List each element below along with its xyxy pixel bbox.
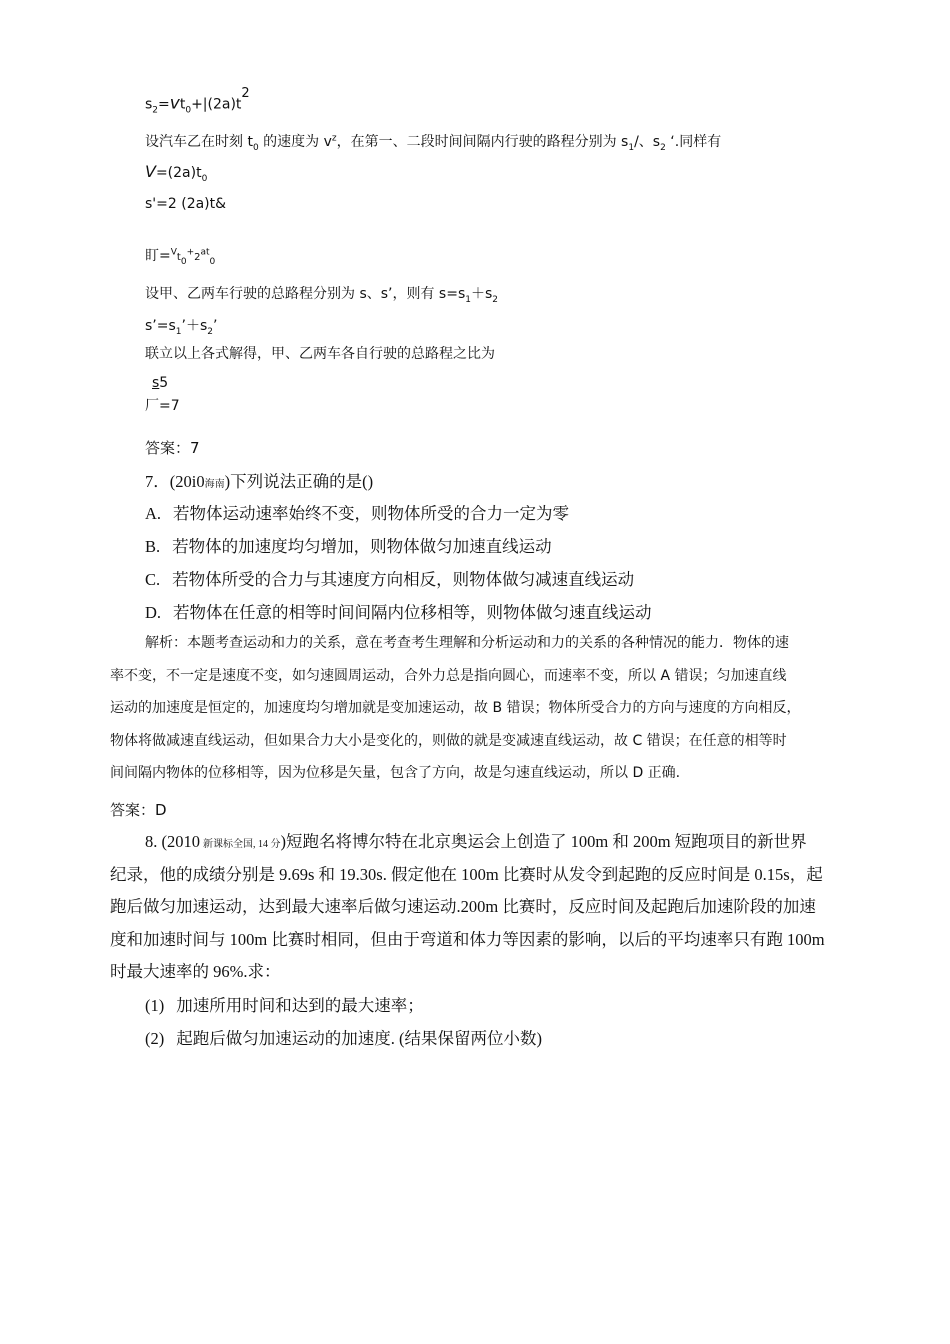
derivation-line-2 bbox=[145, 131, 721, 153]
option-letter: A. bbox=[145, 504, 162, 523]
option-text: 若物体在任意的相等时间间隔内位移相等，则物体做匀速直线运动 bbox=[173, 603, 652, 622]
q7-analysis-line-2: 率不变，不一定是速度不变，如匀速圆周运动，合外力总是指向圆心，而速率不变，所以 A 错误；匀加速直线 bbox=[110, 668, 787, 684]
sub: 0 bbox=[201, 173, 208, 184]
eq-text: +|(2a)t bbox=[191, 96, 242, 113]
text: ＋s bbox=[471, 286, 493, 302]
source-tag: 新课标全国, 14 分 bbox=[203, 839, 281, 850]
sup: at bbox=[200, 247, 210, 258]
sub: 1 bbox=[628, 142, 635, 153]
equation-s2 bbox=[145, 86, 250, 116]
subquestion-text: 起跑后做匀加速运动的加速度. (结果保留两位小数) bbox=[176, 1029, 542, 1048]
derivation-line-4: s'=2 (2a)t& bbox=[145, 196, 227, 212]
sub: 2 bbox=[492, 294, 499, 305]
var: V bbox=[145, 162, 156, 181]
derivation-line-3 bbox=[145, 162, 207, 184]
text: 2 bbox=[194, 252, 201, 263]
sub: 0 bbox=[180, 256, 187, 267]
derivation-line-8: 联立以上各式解得，甲、乙两车各自行驶的总路程之比为 bbox=[145, 346, 495, 362]
sub: 1 bbox=[175, 326, 182, 337]
text: =(2a)t bbox=[155, 165, 202, 181]
option-text: 若物体运动速率始终不变，则物体所受的合力一定为零 bbox=[173, 504, 570, 523]
q7-option-a bbox=[145, 500, 569, 524]
eq-text: t bbox=[179, 96, 186, 113]
option-letter: C. bbox=[145, 570, 161, 589]
text: 盯= bbox=[145, 248, 171, 264]
q8-stem bbox=[145, 828, 807, 852]
text: 8. (2010 bbox=[145, 832, 200, 851]
q7-analysis-line-3: 运动的加速度是恒定的，加速度均匀增加就是变加速运动，故 B 错误；物体所受合力的方向与速度的方向相反， bbox=[110, 700, 801, 716]
text: ，在第一、二段时间间隔内行驶的路程分别为 s bbox=[336, 134, 629, 150]
subquestion-text: 加速所用时间和达到的最大速率； bbox=[176, 996, 424, 1015]
sup: z bbox=[331, 133, 337, 144]
eq-sub: 0 bbox=[185, 105, 192, 116]
q7-analysis-line-1: 解析：本题考查运动和力的关系，意在考查考生理解和分析运动和力的关系的各种情况的能力．物体的速 bbox=[145, 635, 789, 651]
text: ’ bbox=[213, 318, 218, 334]
text: ’＋s bbox=[181, 318, 208, 334]
text: 的速度为 v bbox=[258, 134, 332, 150]
sup: + bbox=[186, 247, 195, 258]
eq-text: = bbox=[158, 96, 170, 113]
subquestion-number: (2) bbox=[145, 1029, 165, 1048]
q7-stem bbox=[145, 468, 373, 492]
q8-line-2: 跑后做匀加速运动，达到最大速率后做匀速运动.200m 比赛时，反应时间及起跑后加速阶段的加速 bbox=[110, 897, 816, 916]
answer-7: 答案：D bbox=[110, 801, 167, 819]
sub: 2 bbox=[207, 326, 213, 337]
text: s’=s bbox=[145, 318, 176, 334]
option-letter: D. bbox=[145, 603, 162, 622]
q7-option-c bbox=[145, 566, 634, 590]
text: s bbox=[152, 375, 160, 391]
text: )短跑名将博尔特在北京奥运会上创造了 100m 和 200m 短跑项目的新世界 bbox=[280, 832, 807, 851]
eq-sup: 2 bbox=[241, 86, 250, 101]
answer-6: 答案：7 bbox=[145, 439, 200, 457]
option-text: 若物体的加速度均匀增加，则物体做匀加速直线运动 bbox=[172, 537, 552, 556]
sup: V bbox=[170, 247, 177, 258]
eq-sub: 2 bbox=[152, 105, 159, 116]
sub: 0 bbox=[252, 142, 259, 153]
q7-option-b bbox=[145, 533, 552, 557]
text: t bbox=[176, 252, 181, 263]
source-tag: 海南 bbox=[204, 479, 225, 490]
q8-line-3: 度和加速时间与 100m 比赛时相同，但由于弯道和体力等因素的影响，以后的平均速率只有跑 100m bbox=[110, 930, 825, 949]
q8-line-4: 时最大速率的 96%.求： bbox=[110, 962, 281, 981]
sub: 1 bbox=[465, 294, 471, 305]
eq-var: v bbox=[169, 93, 180, 114]
q8-subquestion-1 bbox=[145, 992, 424, 1016]
fraction-denominator: 厂=7 bbox=[145, 398, 180, 414]
q8-line-1: 纪录，他的成绩分别是 9.69s 和 19.30s. 假定他在 100m 比赛时从发令到起跑的反应时间是 0.15s，起 bbox=[110, 865, 823, 884]
text: )下列说法正确的是() bbox=[224, 472, 374, 491]
q7-analysis-line-5: 间间隔内物体的位移相等，因为位移是矢量，包含了方向，故是匀速直线运动，所以 D 正确. bbox=[110, 765, 681, 781]
q7-analysis-line-4: 物体将做减速直线运动，但如果合力大小是变化的，则做的就是变减速直线运动，故 C 错误；在任意的相等时 bbox=[110, 733, 787, 749]
eq-text: s bbox=[145, 96, 153, 113]
text: ‘.同样有 bbox=[665, 134, 722, 150]
sub: 0 bbox=[209, 256, 216, 267]
fraction-numerator bbox=[152, 375, 168, 391]
subquestion-number: (1) bbox=[145, 996, 165, 1015]
option-letter: B. bbox=[145, 537, 161, 556]
sub: 2 bbox=[660, 142, 666, 153]
text: 设汽车乙在时刻 t bbox=[145, 134, 253, 150]
derivation-line-5 bbox=[145, 245, 215, 267]
option-text: 若物体所受的合力与其速度方向相反，则物体做匀减速直线运动 bbox=[172, 570, 635, 589]
q8-subquestion-2 bbox=[145, 1025, 542, 1049]
text: 设甲、乙两车行驶的总路程分别为 s、s’，则有 s=s bbox=[145, 286, 466, 302]
q7-option-d bbox=[145, 599, 652, 623]
text: /、s bbox=[634, 134, 661, 150]
derivation-line-7 bbox=[145, 315, 217, 337]
text: 5 bbox=[159, 375, 169, 391]
derivation-line-6 bbox=[145, 283, 498, 305]
text: 7．(20i0 bbox=[145, 472, 205, 491]
